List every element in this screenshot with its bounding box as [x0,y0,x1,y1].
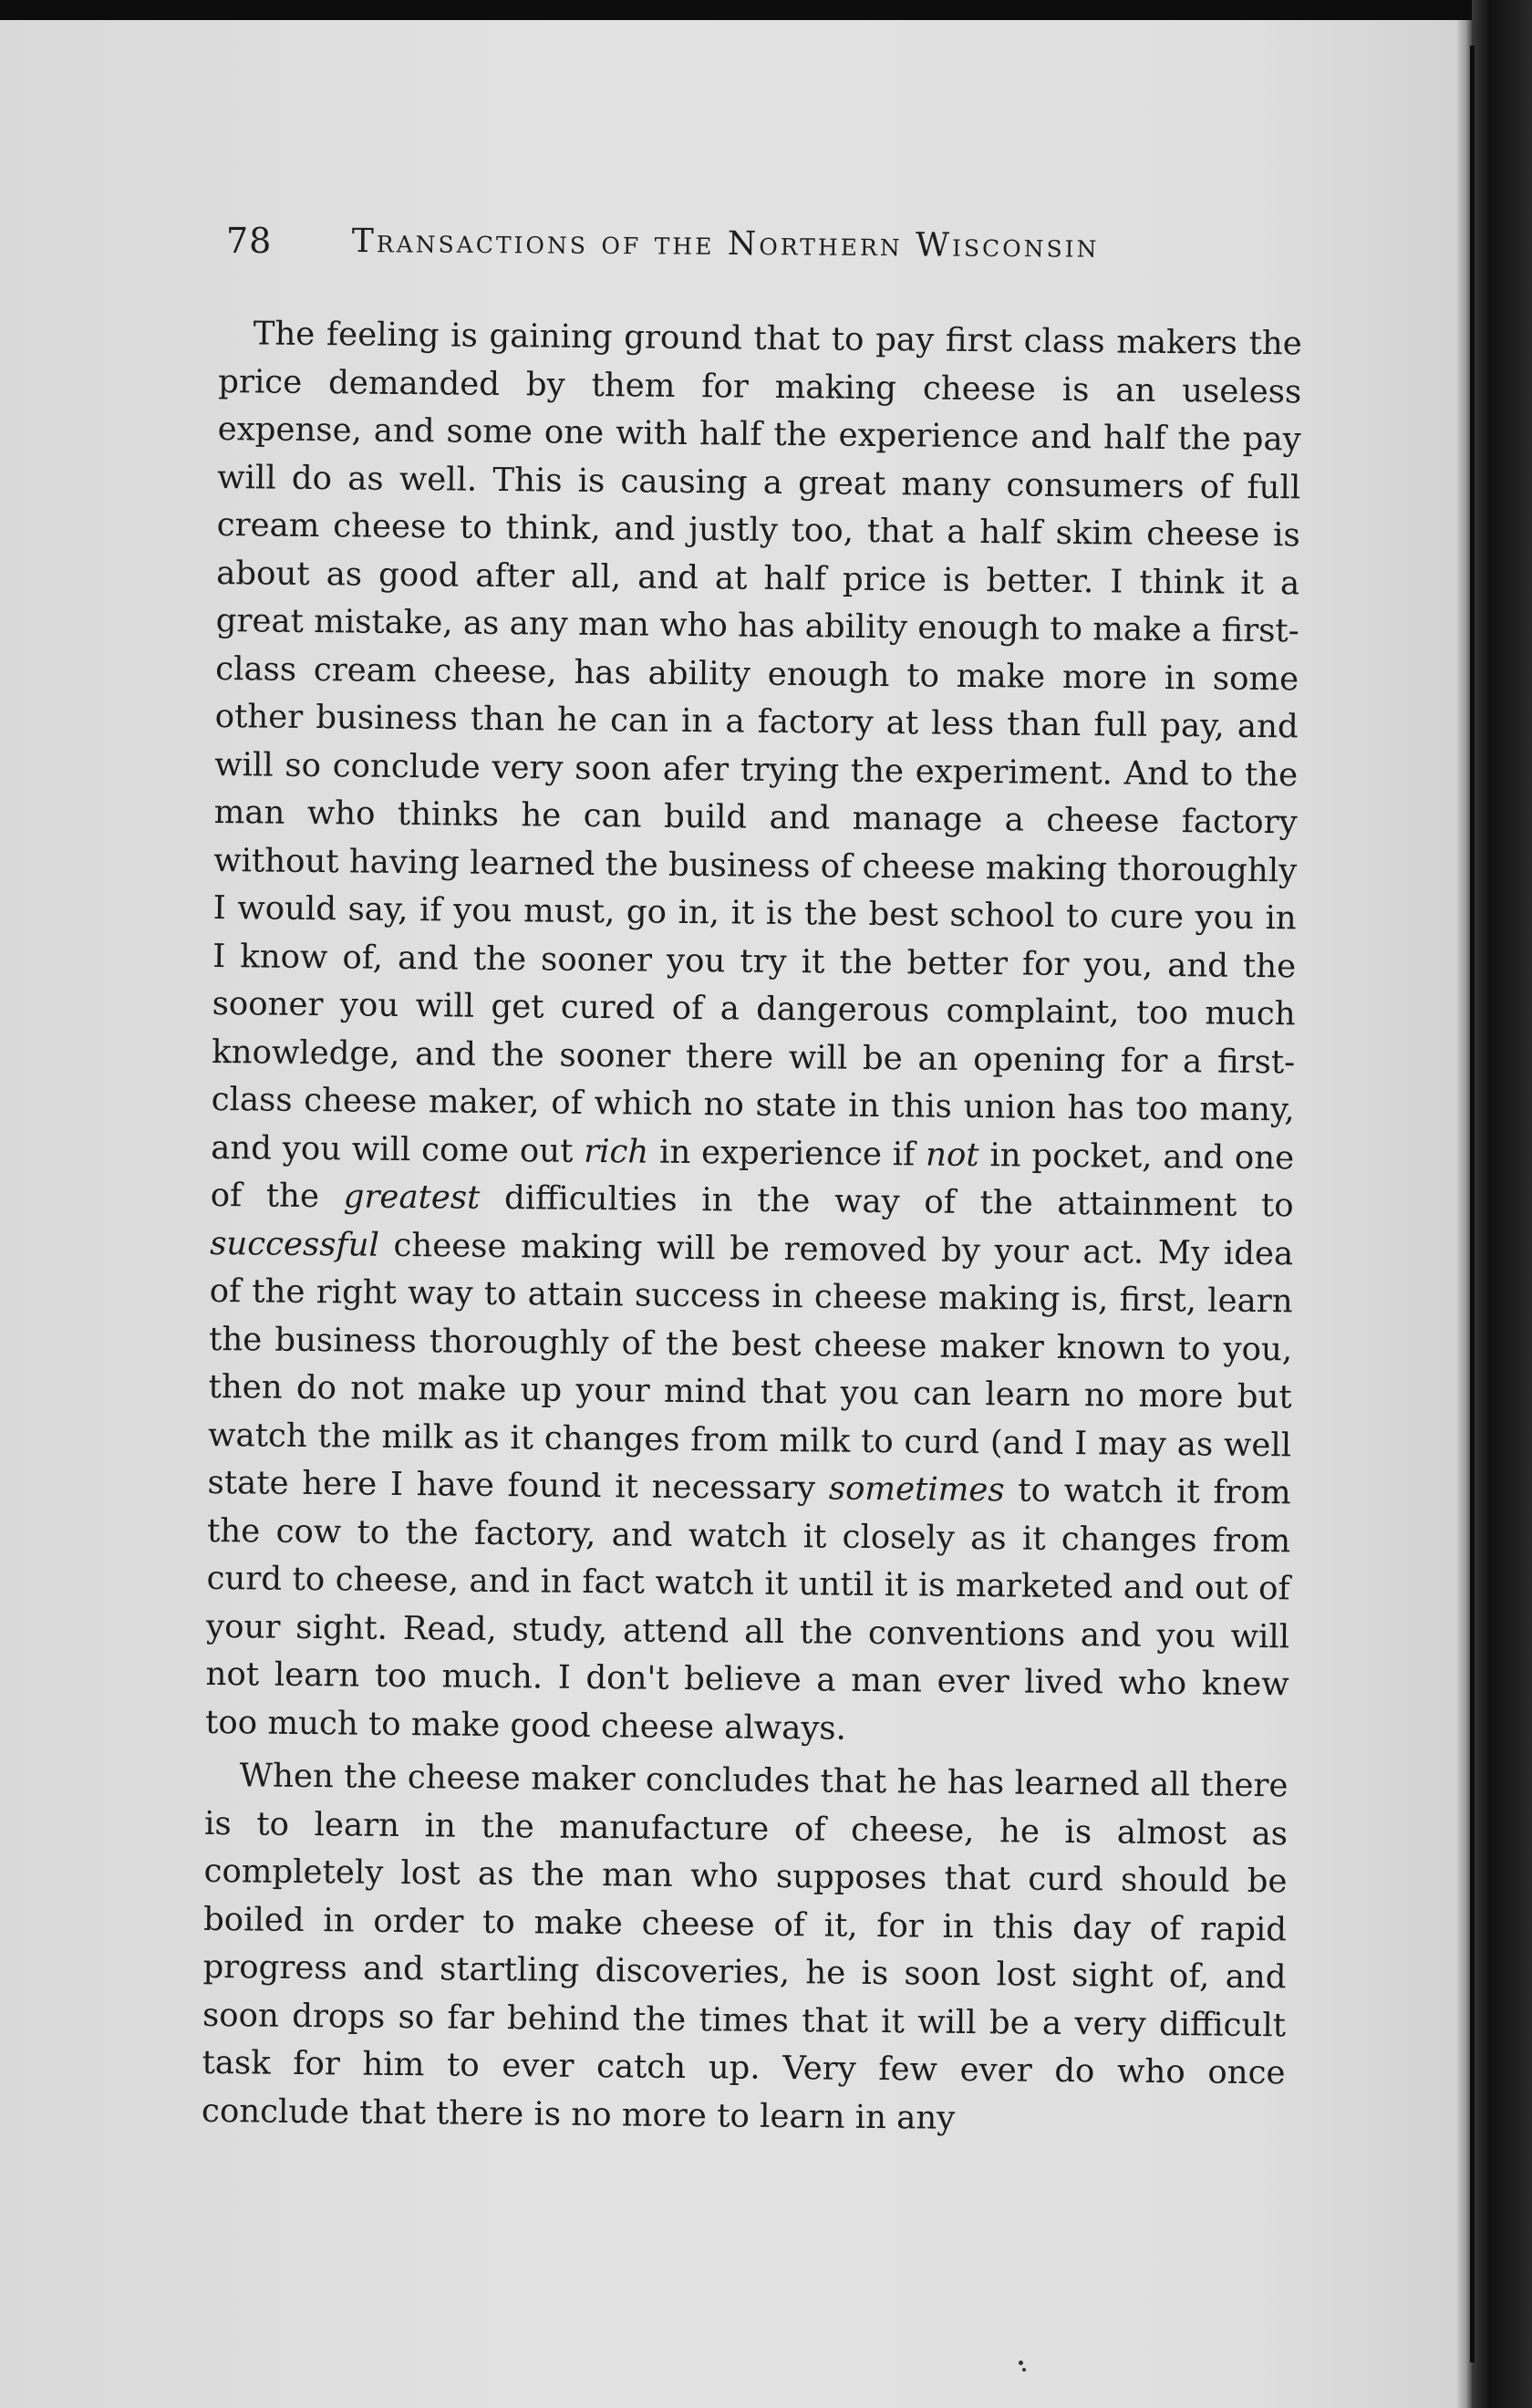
text-run: in experience if [648,1133,926,1173]
page-header [226,221,1202,275]
running-title: Transactions of the Northern Wisconsin [351,223,1100,265]
ink-speck [1019,2361,1023,2365]
text-run: cheese making will be removed by your act. My idea of the right way to attain success in cheese making is, first, learn the business thoroughly of the best cheese maker known to you, then do not make up your mind that you can learn no more but watch the milk as it changes from milk to curd (and I may as well state here I have found it necessary [207,1226,1294,1508]
text-run: in pocket, and one of the [210,1136,1295,1216]
text-run: When the cheese maker concludes that he has learned all there is to learn in the manufacture of cheese, he is almost as completely lost as the man who supposes that curd should be boiled in order to make cheese of it, for in this day of rapid progress and startling discoveries, he is soon lost sight of, and soon drops so far behind the times that it will be a very difficult task for him to ever catch up. Very few ever do who once conclude that there is no more to learn in any [201,1757,1289,2137]
page-number: 78 [226,221,273,261]
text-run: difficulties in the way of the attainment to [480,1178,1294,1225]
spine-gutter-line [1470,46,1475,2362]
body-text [202,310,1302,2145]
text-run: to watch it from the cow to the factory, and watch it closely as it changes from curd to cheese, and in fact watch it until it is marketed and out of your sight. Read, study, attend all the conventions and you will not learn too much. I don't believe a man ever lived who knew too much to make good cheese always. [204,1471,1291,1748]
italic-text-run: successful [209,1224,380,1264]
paragraph [202,1752,1289,2145]
italic-text-run: sometimes [828,1469,1005,1510]
italic-text-run: rich [584,1132,649,1171]
text-run: The feeling is gaining ground that to pay first class makers the price demanded by them for making cheese is an useless expense, and some one with half the experience and half the pay will do as well. This is causing a great many consumers of full cream cheese to think, and justly too, that a half skim cheese is about as good after all, and at half price is better. I think it a great mistake, as any man who has ability enough to make a first-class cream cheese, has ability enough to make more in some other business than he can in a factory at less than full pay, and will so conclude very soon afer trying the experiment. And to the man who thinks he can build and manage a cheese factory without having learned the business of cheese making thoroughly I would say, if you must, go in, it is the best school to cure you in I know of, and the sooner you try it the better for you, and the sooner you will get cured of a dangerous complaint, too much knowledge, and the sooner there will be an opening for a first-class cheese maker, of which no state in this union has too many, and you will come out [210,315,1302,1170]
italic-text-run: not [925,1135,979,1174]
book-spine [1472,0,1532,2408]
italic-text-run: greatest [343,1178,481,1217]
ink-speck [1022,2368,1026,2372]
paragraph [205,310,1302,1757]
